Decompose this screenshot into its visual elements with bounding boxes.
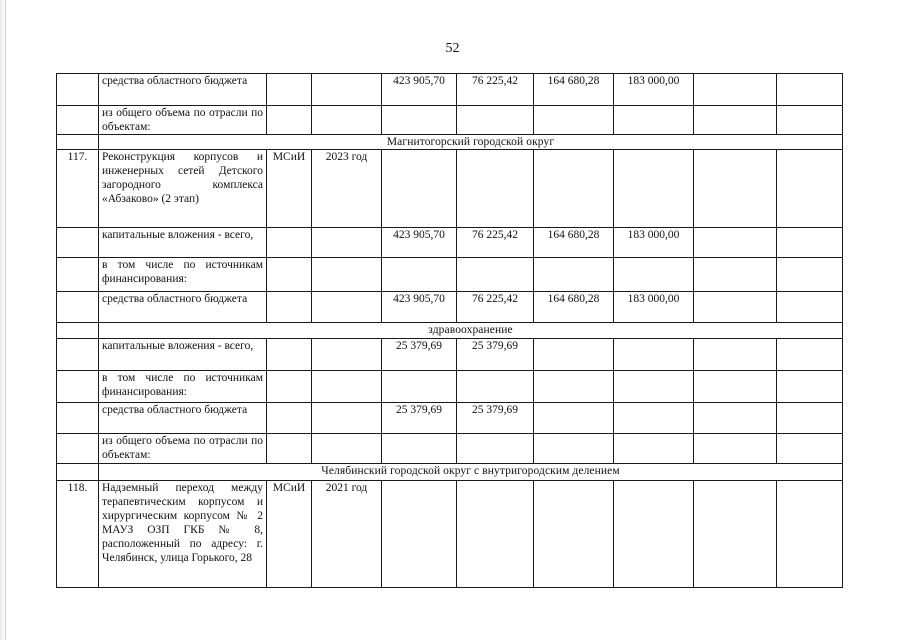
section-row (57, 135, 843, 150)
agency-code-cell (267, 258, 312, 292)
row-number-cell (57, 339, 99, 371)
row-number-cell (57, 464, 99, 481)
section-row (57, 464, 843, 481)
table-row (57, 339, 843, 371)
amount-cell: 25 379,69 (457, 403, 534, 434)
amount-cell (457, 481, 534, 588)
amount-cell (694, 292, 777, 323)
year-cell: 2023 год (312, 150, 382, 228)
amount-cell (694, 150, 777, 228)
amount-cell (777, 371, 843, 403)
table-row (57, 106, 843, 135)
table-row (57, 292, 843, 323)
amount-cell: 25 379,69 (382, 339, 457, 371)
section-title: Магнитогорский городской округ (99, 135, 843, 150)
agency-code-cell (267, 434, 312, 464)
description-cell: капитальные вложения - всего, (99, 228, 267, 258)
amount-cell: 25 379,69 (382, 403, 457, 434)
amount-cell (777, 74, 843, 106)
row-number-cell (57, 74, 99, 106)
amount-cell (777, 292, 843, 323)
row-number-cell (57, 106, 99, 135)
budget-table (56, 73, 843, 588)
amount-cell (694, 371, 777, 403)
table-row (57, 434, 843, 464)
agency-code-cell: МСиИ (267, 481, 312, 588)
amount-cell: 164 680,28 (534, 292, 614, 323)
table-row (57, 481, 843, 588)
amount-cell (457, 371, 534, 403)
table-row (57, 74, 843, 106)
amount-cell (694, 258, 777, 292)
table-body (57, 74, 843, 588)
amount-cell: 25 379,69 (457, 339, 534, 371)
section-title: Челябинский городской округ с внутригородским делением (99, 464, 843, 481)
amount-cell (777, 258, 843, 292)
amount-cell (534, 150, 614, 228)
description-cell: из общего объема по отрасли по объектам: (99, 434, 267, 464)
year-cell (312, 434, 382, 464)
amount-cell: 76 225,42 (457, 292, 534, 323)
amount-cell: 76 225,42 (457, 74, 534, 106)
amount-cell (382, 258, 457, 292)
year-cell (312, 228, 382, 258)
amount-cell (777, 403, 843, 434)
amount-cell: 183 000,00 (614, 74, 694, 106)
amount-cell (777, 228, 843, 258)
table-row (57, 228, 843, 258)
agency-code-cell (267, 292, 312, 323)
amount-cell (534, 481, 614, 588)
year-cell (312, 339, 382, 371)
amount-cell: 183 000,00 (614, 292, 694, 323)
page-number: 52 (445, 41, 460, 56)
amount-cell: 183 000,00 (614, 228, 694, 258)
amount-cell (777, 434, 843, 464)
description-cell: средства областного бюджета (99, 292, 267, 323)
amount-cell (382, 106, 457, 135)
amount-cell (614, 150, 694, 228)
description-cell: средства областного бюджета (99, 403, 267, 434)
amount-cell (777, 339, 843, 371)
year-cell (312, 371, 382, 403)
agency-code-cell (267, 228, 312, 258)
amount-cell (382, 150, 457, 228)
agency-code-cell: МСиИ (267, 150, 312, 228)
section-row (57, 323, 843, 339)
amount-cell: 423 905,70 (382, 74, 457, 106)
amount-cell: 423 905,70 (382, 292, 457, 323)
amount-cell (534, 434, 614, 464)
row-number-cell (57, 258, 99, 292)
agency-code-cell (267, 371, 312, 403)
amount-cell (534, 339, 614, 371)
description-cell: Надземный переход между терапевтическим корпусом и хирургическим корпусом № 2 МАУЗ ОЗП ГКБ № 8, расположенный по адресу: г. Челябинск, улица Горького, 28 (99, 481, 267, 588)
description-cell: средства областного бюджета (99, 74, 267, 106)
row-number-cell: 117. (57, 150, 99, 228)
amount-cell (614, 403, 694, 434)
row-number-cell (57, 434, 99, 464)
agency-code-cell (267, 106, 312, 135)
amount-cell (534, 371, 614, 403)
row-number-cell (57, 135, 99, 150)
amount-cell (457, 150, 534, 228)
year-cell (312, 74, 382, 106)
amount-cell (694, 74, 777, 106)
amount-cell (694, 228, 777, 258)
page-edge (0, 0, 6, 640)
row-number-cell (57, 292, 99, 323)
year-cell (312, 403, 382, 434)
amount-cell (457, 434, 534, 464)
amount-cell (614, 339, 694, 371)
description-cell: капитальные вложения - всего, (99, 339, 267, 371)
year-cell (312, 106, 382, 135)
agency-code-cell (267, 74, 312, 106)
row-number-cell: 118. (57, 481, 99, 588)
description-cell: в том числе по источникам финансирования: (99, 258, 267, 292)
year-cell (312, 258, 382, 292)
amount-cell (614, 258, 694, 292)
amount-cell: 76 225,42 (457, 228, 534, 258)
amount-cell (534, 258, 614, 292)
amount-cell (534, 106, 614, 135)
table-row (57, 258, 843, 292)
table-row (57, 150, 843, 228)
table-row (57, 403, 843, 434)
row-number-cell (57, 403, 99, 434)
amount-cell (614, 106, 694, 135)
amount-cell (457, 106, 534, 135)
amount-cell (777, 150, 843, 228)
amount-cell: 164 680,28 (534, 228, 614, 258)
description-cell: Реконструкция корпусов и инженерных сетей Детского загородного комплекса «Абзаково» (2 этап) (99, 150, 267, 228)
year-cell (312, 292, 382, 323)
amount-cell (694, 481, 777, 588)
amount-cell: 164 680,28 (534, 74, 614, 106)
description-cell: из общего объема по отрасли по объектам: (99, 106, 267, 135)
amount-cell (694, 434, 777, 464)
amount-cell (694, 106, 777, 135)
amount-cell (382, 434, 457, 464)
amount-cell (694, 403, 777, 434)
row-number-cell (57, 371, 99, 403)
agency-code-cell (267, 403, 312, 434)
amount-cell (382, 481, 457, 588)
row-number-cell (57, 323, 99, 339)
amount-cell (614, 371, 694, 403)
amount-cell (382, 371, 457, 403)
description-cell: в том числе по источникам финансирования: (99, 371, 267, 403)
amount-cell (457, 258, 534, 292)
amount-cell: 423 905,70 (382, 228, 457, 258)
amount-cell (614, 481, 694, 588)
agency-code-cell (267, 339, 312, 371)
table-row (57, 371, 843, 403)
amount-cell (614, 434, 694, 464)
amount-cell (534, 403, 614, 434)
amount-cell (694, 339, 777, 371)
amount-cell (777, 481, 843, 588)
amount-cell (777, 106, 843, 135)
row-number-cell (57, 228, 99, 258)
year-cell: 2021 год (312, 481, 382, 588)
section-title: здравоохранение (99, 323, 843, 339)
